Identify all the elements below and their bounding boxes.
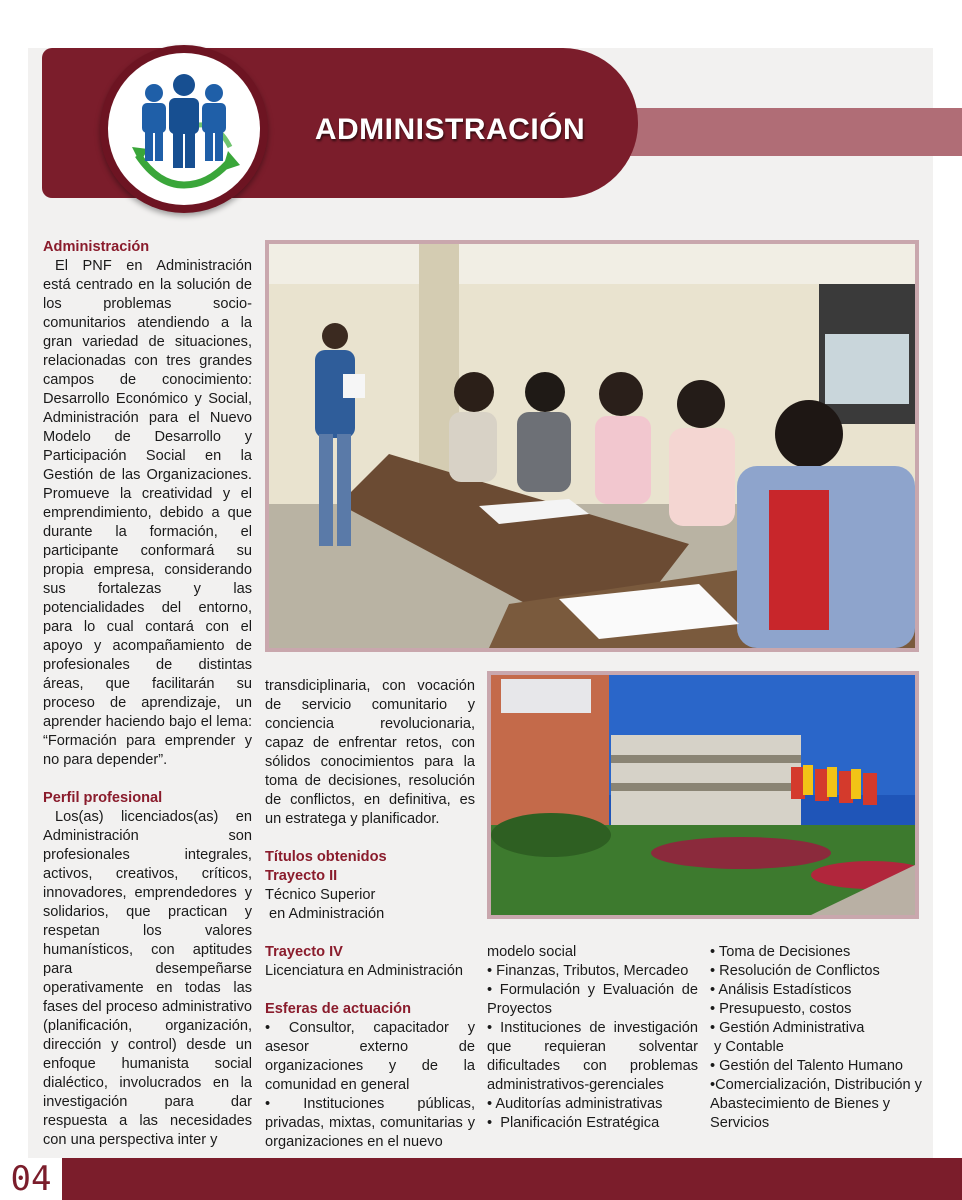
section-heading-perfil: Perfil profesional: [43, 790, 163, 806]
header-stripe: [625, 108, 962, 156]
list-item: • Resolución de Conflictos: [710, 963, 880, 979]
esferas-item: • Instituciones públicas, privadas, mixtas, comunitarias y organizaciones en el nuevo: [265, 1096, 475, 1150]
footer-band: [0, 1158, 962, 1200]
list-item: y Contable: [710, 1039, 784, 1055]
page-number: 04: [0, 1158, 62, 1200]
list-item: • Presupuesto, costos: [710, 1001, 852, 1017]
people-group-icon: [118, 63, 250, 195]
trayecto-ii-heading: Trayecto II: [265, 868, 338, 884]
list-item: • Gestión del Talento Humano: [710, 1058, 904, 1074]
list-item: • Planificación Estratégica: [487, 1115, 660, 1131]
classroom-photo: [265, 240, 919, 652]
list-item: • Finanzas, Tributos, Mercadeo: [487, 963, 689, 979]
third-column: [487, 943, 698, 1133]
trayecto-ii-line2: en Administración: [265, 906, 385, 922]
campus-photo: [487, 671, 919, 919]
list-item: • Gestión Administrativa: [710, 1020, 865, 1036]
section-text-perfil: Los(as) licenciados(as) en Administración son profesionales integrales, activos, creativos, críticos, innovadores, emprendedores y solidarios, que practican y respetan los valores humanísticos, con aptitudes para desempeñarse operativamente en todas las fases del proceso administrativo (planificación, organización, dirección y control) desde un enfoque humanista social dialéctico, involucrados en la investigación para dar respuesta a las necesidades con una perspectiva inter y: [43, 809, 252, 1148]
list-item: modelo social: [487, 944, 577, 960]
list-item: • Instituciones de investigación que requieran solventar dificultades con problemas administrativos-gerenciales: [487, 1020, 698, 1093]
list-item: • Formulación y Evaluación de Proyectos: [487, 982, 698, 1017]
list-item: • Toma de Decisiones: [710, 944, 851, 960]
titles-heading: Títulos obtenidos: [265, 849, 387, 865]
trayecto-ii-line1: Técnico Superior: [265, 887, 376, 903]
esferas-heading: Esferas de actuación: [265, 1001, 412, 1017]
esferas-item: • Consultor, capacitador y asesor externo de organizaciones y de la comunidad en general: [265, 1020, 475, 1093]
trayecto-iv-heading: Trayecto IV: [265, 944, 343, 960]
section-text-administracion: El PNF en Administración está centrado en la solución de los problemas socio-comunitarios atendiendo a la gran variedad de situaciones, relacionadas con tres grandes campos de conocimiento: Desarrollo Económico y Social, Administración para el Nuevo Modelo de Desarrollo y Participación Social en la Gestión de las Organizaciones. Promueve la creatividad y el emprendimiento, debido a que durante la formación, el participante conformará su propia empresa, considerando sus fortalezas y las potencialidades del entorno, para lo cual contará con el apoyo y acompañamiento de profesionales de distintas áreas, que facilitarán su proceso de aprendizaje, un aprender haciendo bajo el lema: “Formación para emprender y no para depender”.: [43, 258, 252, 768]
left-column: [43, 238, 252, 1150]
fourth-column: [710, 943, 922, 1133]
page-title: ADMINISTRACIÓN: [314, 113, 586, 146]
list-item: • Auditorías administrativas: [487, 1096, 663, 1112]
middle-column: [265, 677, 475, 1152]
trayecto-iv-text: Licenciatura en Administración: [265, 963, 463, 979]
section-heading-administracion: Administración: [43, 239, 150, 255]
list-item: • Análisis Estadísticos: [710, 982, 852, 998]
list-item: •Comercialización, Distribución y Abastecimiento de Bienes y Servicios: [710, 1077, 922, 1131]
perfil-continuation-text: transdiciplinaria, con vocación de servicio comunitario y conciencia revolucionaria, capaz de enfrentar retos, con sólidos conocimientos para la toma de decisiones, resolución de conflictos, en definitiva, es un estratega y planificador.: [265, 678, 475, 827]
